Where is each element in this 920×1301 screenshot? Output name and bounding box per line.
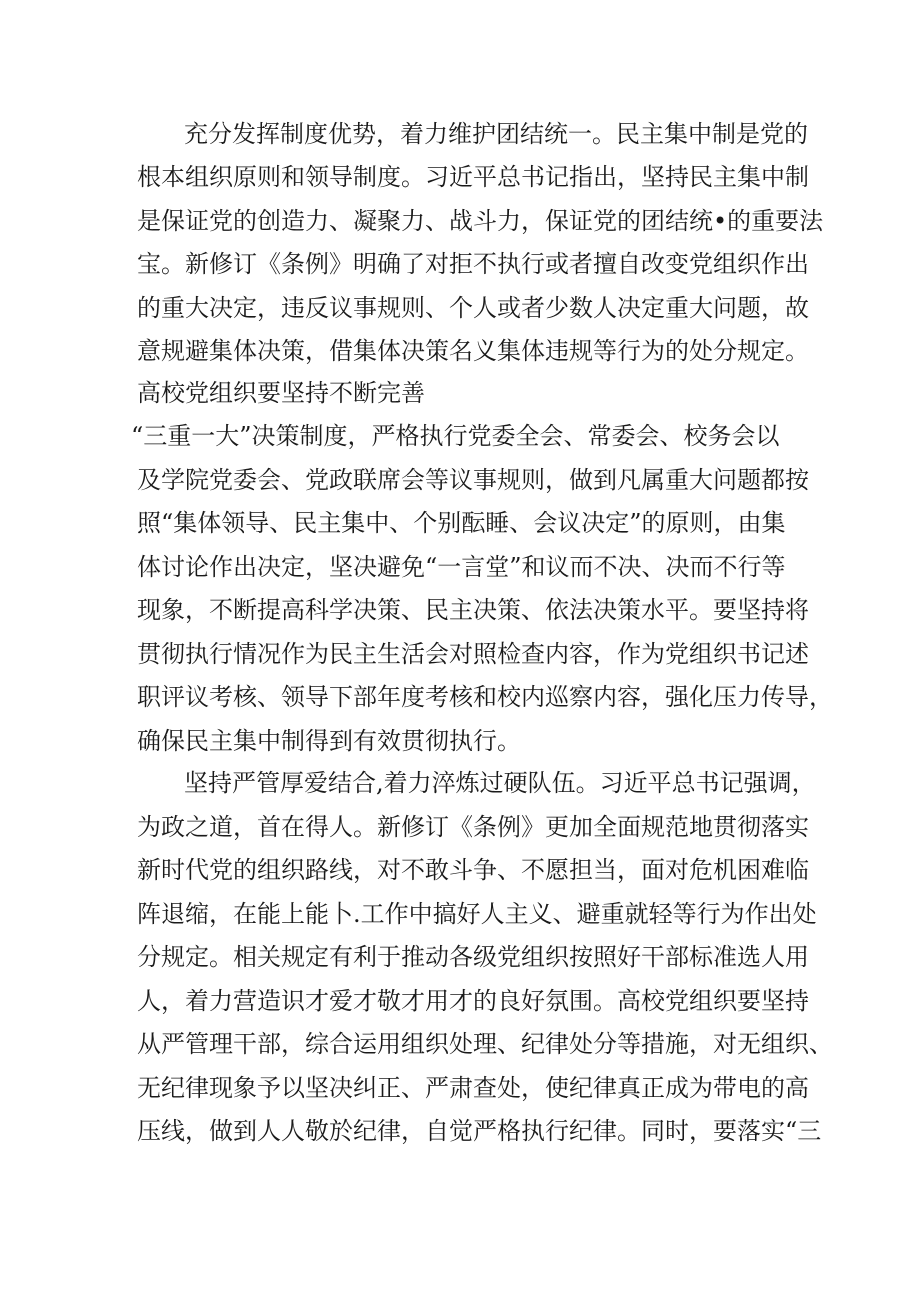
text-line-12: 现象，不断提高科学决策、民主决策、依法决策水平。要坚持将 bbox=[137, 596, 809, 624]
text-line-13: 贯彻执行情况作为民主生活会对照检查内容，作为党组织书记述 bbox=[137, 640, 809, 668]
text-line-3: 是保证党的创造力、凝聚力、战斗力，保证党的团结统•的重要法 bbox=[137, 207, 824, 235]
text-line-6: 意规避集体决策，借集体决策名义集体违规等行为的处分规定。 bbox=[137, 337, 809, 365]
text-line-23: 无纪律现象予以坚决纠正、严肃查处，使纪律真正成为带电的高 bbox=[137, 1074, 809, 1102]
text-line-15: 确保民主集中制得到有效贯彻执行。 bbox=[137, 727, 521, 755]
text-line-22: 从严管理干部，综合运用组织处理、纪律处分等措施，对无组织、 bbox=[137, 1030, 833, 1058]
text-line-10: 照“集体领导、民主集中、个别酝睡、会议决定”的原则，由集 bbox=[137, 509, 786, 537]
text-line-20: 分规定。相关规定有利于推动各级党组织按照好干部标准选人用 bbox=[137, 943, 809, 971]
text-line-14: 职评议考核、领导下部年度考核和校内巡察内容，强化压力传导， bbox=[137, 683, 833, 711]
text-line-5: 的重大决定，违反议事规则、个人或者少数人决定重大问题，故 bbox=[137, 294, 809, 322]
text-line-2: 根本组织原则和领导制度。习近平总书记指出，坚持民主集中制 bbox=[137, 163, 809, 191]
text-line-24: 压线，做到人人敬於纪律，自觉严格执行纪律。同时，要落实“三 bbox=[137, 1117, 822, 1145]
text-line-9: 及学院党委会、党政联席会等议事规则，做到凡属重大问题都按 bbox=[137, 466, 809, 494]
text-line-8: “三重一大”决策制度，严格执行党委全会、常委会、校务会以 bbox=[131, 422, 780, 450]
text-line-7: 高校党组织要坚持不断完善 bbox=[137, 379, 425, 407]
text-line-4: 宝。新修订《条例》明确了对拒不执行或者擅自改变党组织作出 bbox=[137, 250, 809, 278]
text-line-19: 阵退缩，在能上能卜.工作中搞好人主义、避重就轻等行为作出处 bbox=[137, 900, 817, 928]
text-line-11: 体讨论作出决定，坚决避免“一言堂”和议而不决、决而不行等 bbox=[137, 553, 786, 581]
text-line-1: 充分发挥制度优势，着力维护团结统一。民主集中制是党的 bbox=[184, 120, 808, 148]
text-line-21: 人，着力营造识才爱才敬才用才的良好氛围。高校党组织要坚持 bbox=[137, 987, 809, 1015]
text-line-18: 新时代党的组织路线，对不敢斗争、不愿担当，面对危机困难临 bbox=[137, 856, 809, 884]
text-line-16: 坚持严管厚爱结合,着力淬炼过硬队伍。习近平总书记强调， bbox=[184, 769, 816, 797]
text-line-17: 为政之道，首在得人。新修订《条例》更加全面规范地贯彻落实 bbox=[137, 813, 809, 841]
